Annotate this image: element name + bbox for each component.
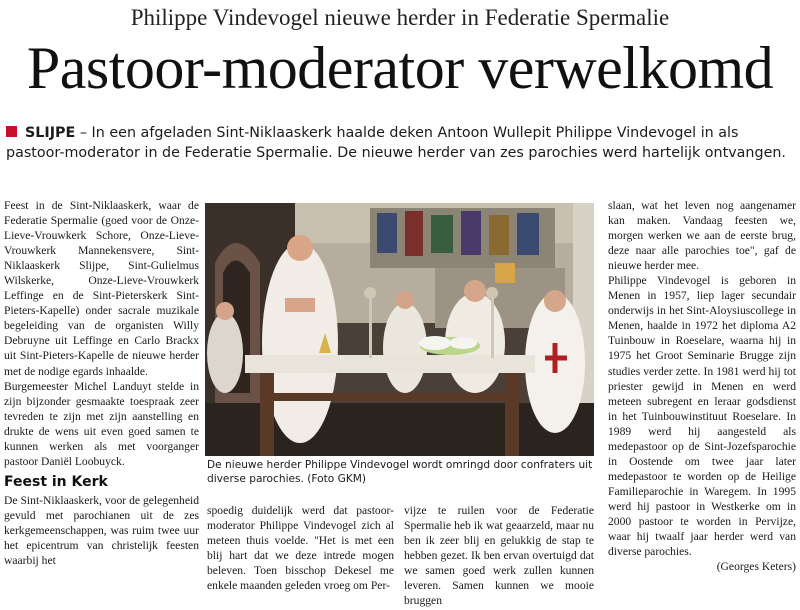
article-kicker: Philippe Vindevogel nieuwe herder in Federatie Spermalie — [130, 5, 670, 30]
col1-paragraph-2: Burgemeester Michel Landuyt stelde in zijn bijzonder gesmaakte toespraak zeer tevreden te zijn met zijn aanstelling en drukte de wens uit even goed samen te kunnen werken als met voorganger pastoor Daniël Loobuyck. — [4, 379, 199, 468]
lead-dateline: SLIJPE — [25, 125, 76, 141]
col2-paragraph: spoedig duidelijk werd dat pastoor-moderator Philippe Vindevogel zich al meteen thuis voelde. "Het is met een blij hart dat we deze intrede mogen beleven. Toen bisschop Dekesel me enkele maanden geleden vroeg om Per- — [207, 504, 394, 593]
photo-caption: De nieuwe herder Philippe Vindevogel wordt omringd door confraters uit diverse parochies. (Foto GKM) — [207, 459, 593, 485]
column-2 — [207, 503, 394, 593]
article-headline: Pastoor-moderator verwelkomd — [26, 35, 774, 101]
col4-paragraph-1: slaan, wat het leven nog aangenamer kan maken. Vandaag feesten we, morgen werken we aan de eerste brug, deze naar alle parochies toe", gaf de nieuwe herder mee. — [608, 199, 796, 273]
column-3 — [404, 503, 594, 608]
author-signature: (Georges Keters) — [716, 560, 796, 574]
column-1 — [4, 198, 199, 568]
church-ceremony-image — [205, 203, 594, 456]
col1-paragraph-1: Feest in de Sint-Niklaaskerk, waar de Federatie Spermalie (goed voor de Onze-Lieve-Vrouwkerk Schore, Onze-Lieve-Vrouwkerk Mannekensvere, Sint-Niklaaskerk Slijpe, Sint-Gulielmus Wilskerke, Onze-Lieve-Vrouwkerk Leffinge en de Sint-Pieterskerk Sint-Pieters-Kapelle) onder sacrale muzikale begeleiding van de organisten Willy Debruyne uit Leffinge en Carlo Brackx uit Sint-Pieters-Kapelle de nieuwe herder met de nodige egards inhaalde. — [4, 199, 199, 378]
subheading-feest-in-kerk: Feest in Kerk — [4, 473, 108, 490]
article-lead — [6, 124, 794, 163]
col4-paragraph-2: Philippe Vindevogel is geboren in Menen in 1957, liep lager secundair onderwijs in het Sint-Aloysiuscollege in Menen, haalde in 1972 het diploma A2 Tuinbouw in Roeselare, waarna hij in 1975 het Groot Seminarie Brugge zijn studies verder zette. In 1981 werd hij tot priester gewijd in Menen en werd meteen subregent en leraar godsdienst in het Tuinbouwinstituut Roeselare. In 1989 werd hij aangesteld als medepastoor op de Sint-Jozefsparochie in Oostende om twee jaar later medepastoor te worden op de Heilige Familieparochie in Waregem. In 1995 werd hij pastoor in Westkerke om in 2000 pastoor te worden in Pervijze, waar hij twaalf jaar herder werd van diverse parochies. — [608, 274, 796, 559]
lead-text: – In een afgeladen Sint-Niklaaskerk haalde deken Antoon Wullepit Philippe Vindevogel in als pastoor-moderator in de Federatie Spermalie. De nieuwe herder van zes parochies werd hartelijk ontvangen. — [6, 125, 786, 161]
red-square-bullet — [6, 126, 17, 137]
article-photo — [205, 203, 594, 456]
column-4 — [608, 198, 796, 574]
col1-paragraph-3: De Sint-Niklaaskerk, voor de gelegenheid gevuld met parochianen uit de zes kerkgemeenschappen, was ruim twee uur het epicentrum van christelijk feesten waarbij het — [4, 493, 199, 568]
col3-paragraph: vijze te ruilen voor de Federatie Spermalie heb ik wat geaarzeld, maar nu ben ik zeer blij en gelukkig de stap te hebben gezet. Ik ben ervan overtuigd dat we samen goed werk zullen kunnen leveren. Samen kunnen we mooie bruggen — [404, 504, 594, 608]
